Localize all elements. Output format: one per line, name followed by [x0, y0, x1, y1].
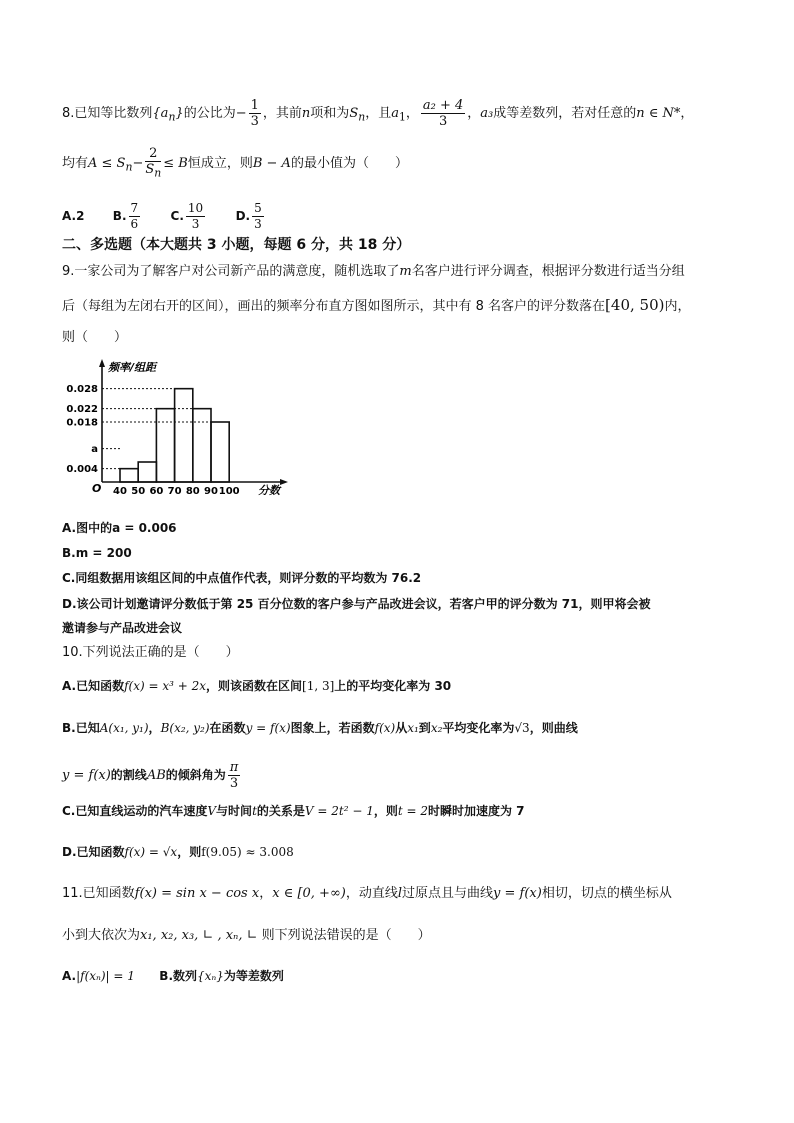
histogram-bar: [175, 389, 193, 482]
q11-option-b: B.数列{xₙ}为等差数列: [159, 969, 284, 983]
x-tick-label: 50: [131, 486, 146, 497]
histogram-bar: [193, 409, 211, 482]
q9-line2: 后（每组为左闭右开的区间），画出的频率分布直方图如图所示，其中有 8 名客户的评分数落在[40, 50)内，: [62, 296, 691, 314]
q8-option-d: D. $\frac{5}{3}$: [235, 201, 262, 231]
q8-ratio-fraction: $\frac{1}{3}$: [250, 98, 259, 129]
q10-stem: 10.下列说法正确的是（ ）: [62, 645, 239, 660]
y-tick-label: 0.018: [66, 417, 98, 429]
x-axis-label: 分数: [258, 484, 280, 497]
q11-options: [62, 966, 284, 986]
q8-ineq-fraction: $\frac{2}{S_n}$: [145, 146, 162, 180]
q8-options: [62, 201, 266, 232]
q8-option-b: B. $\frac{7}{6}$: [112, 201, 139, 231]
y-axis-arrow: [99, 359, 105, 367]
y-tick-label: 0.028: [66, 384, 98, 396]
q11-line2: 小到大依次为x₁, x₂, x₃, ∟ , xₙ, ∟ 则下列说法错误的是（ ）: [62, 928, 431, 943]
q9-option-d-line1: D.该公司计划邀请评分数低于第 25 百分位数的客户参与产品改进会议，若客户甲的评分数为 71，则甲将会被: [62, 597, 651, 611]
x-axis-arrow: [280, 479, 288, 485]
q9-line1: 9.一家公司为了解客户对公司新产品的满意度，随机选取了m名客户进行评分调查，根据评分数进行适当分组: [62, 264, 685, 279]
histogram-bar: [120, 469, 138, 482]
x-tick-label: 100: [218, 486, 240, 497]
q11-option-a: A.|f(xₙ)| = 1: [62, 969, 135, 983]
q8-option-a: A.2: [62, 209, 85, 223]
origin-label: O: [92, 482, 102, 495]
histogram-bar: [211, 422, 229, 482]
y-tick-label: a: [91, 444, 98, 456]
y-tick-label: 0.022: [66, 404, 98, 416]
x-tick-label: 70: [167, 486, 182, 497]
q9-option-b: B.m = 200: [62, 546, 132, 560]
q8-option-c: C. $\frac{10}{3}$: [170, 201, 204, 231]
x-tick-label: 60: [149, 486, 164, 497]
q9-option-a: A.图中的a = 0.006: [62, 521, 177, 535]
q10-option-d: D.已知函数f(x) = √x，则f(9.05) ≈ 3.008: [62, 845, 294, 859]
histogram-bar: [156, 409, 174, 482]
frequency-histogram: [62, 355, 302, 500]
histogram-bar: [138, 462, 156, 482]
q9-option-d-line2: 邀请参与产品改进会议: [62, 621, 183, 635]
y-tick-label: 0.004: [66, 464, 98, 476]
q9-option-c: C.同组数据用该组区间的中点值作代表，则评分数的平均数为 76.2: [62, 571, 422, 585]
q8-line2: 均有$A \le S_n-$ $\frac{2}{S_n}$ ≤ B恒成立，则B − A的最小值为（ ）: [62, 146, 408, 180]
y-axis-label: 频率/组距: [108, 361, 157, 374]
x-tick-label: 80: [185, 486, 200, 497]
q10-option-c: C.已知直线运动的汽车速度V与时间t的关系是V = 2t² − 1，则t = 2时瞬时加速度为 7: [62, 804, 525, 818]
x-tick-label: 40: [113, 486, 127, 497]
q8-term-fraction: $\frac{\text{a₂ + 4}}{3}$: [422, 98, 464, 129]
q10-option-a: A.已知函数f(x) = x³ + 2x，则该函数在区间[1, 3]上的平均变化率为 30: [62, 679, 452, 693]
q10-option-b-line1: B.已知A(x₁, y₁)，B(x₂, y₂)在函数y = f(x)图象上，若函数f(x)从x₁到x₂平均变化率为√3，则曲线: [62, 721, 578, 735]
q9-line3: 则（ ）: [62, 330, 128, 345]
q8-line1: 8.已知等比数列$\{a_n\}$的公比为− $\frac{1}{3}$ ，其前n项和为$S_n$，且$a_1$， $\frac{\text{a₂ + 4}}{3}$ ，a₃成等差数列，若对任意的n ∈ N*，: [62, 98, 694, 129]
section-heading: 二、多选题（本大题共 3 小题，每题 6 分，共 18 分）: [62, 237, 411, 253]
q10-option-b-line2: y = f(x)的割线AB的倾斜角为 $\frac{\pi}{3}$: [62, 760, 239, 791]
q11-line1: 11.已知函数f(x) = sin x − cos x，x ∈ [0, +∞)，动直线l过原点且与曲线y = f(x)相切，切点的横坐标从: [62, 886, 672, 901]
x-tick-label: 90: [204, 486, 218, 497]
